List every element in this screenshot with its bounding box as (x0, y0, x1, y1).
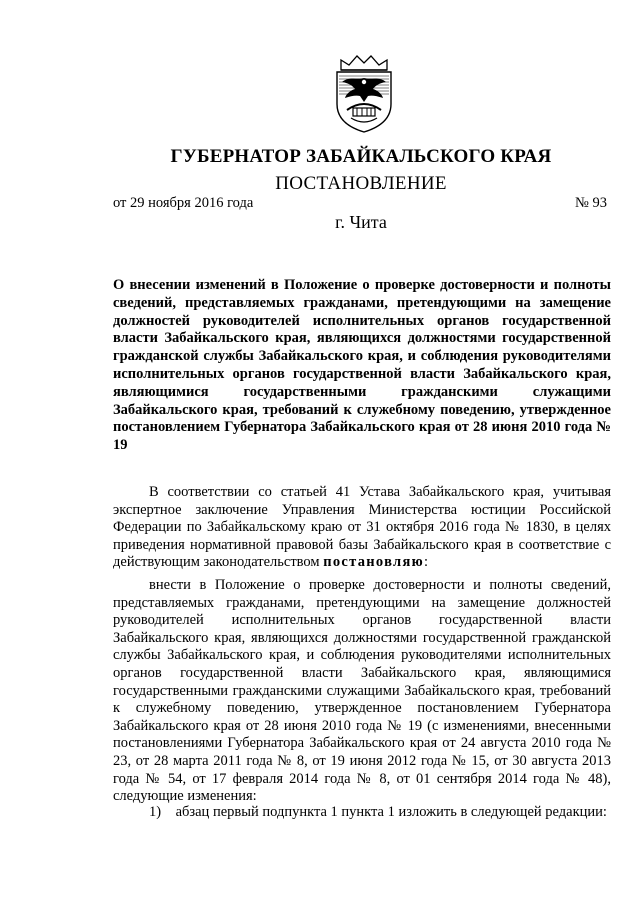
governor-title: ГУБЕРНАТОР ЗАБАЙКАЛЬСКОГО КРАЯ (170, 146, 552, 167)
main-paragraph: внести в Положение о проверке достоверности и полноты сведений, представляемых гражданами, претендующими на замещение должностей руководителей исполнительных органов государственной власти Забайкальского края, являющихся должностями государственной гражданской службы Забайкальского края, и соблюдения руководителями исполнительных органов государственной власти Забайкальского края, являющимися государственными гражданскими служащими Забайкальского края, требований к служебному поведению, утвержденное постановлением Губернатора Забайкальского края от 28 июня 2010 года № 19 (с изменениями, внесенными постановлениями Губернатора Забайкальского края от 24 августа 2010 года № 23, от 28 марта 2011 года № 8, от 19 июня 2012 года № 15, от 30 августа 2013 года № 54, от 17 февраля 2014 года № 8, от 01 сентября 2014 года № 48), следующие изменения: (113, 577, 611, 805)
preamble-paragraph (113, 484, 611, 572)
zabaikalsky-coat-of-arms-icon (327, 52, 401, 134)
decree-word: постановляю (323, 554, 425, 571)
doc-type: ПОСТАНОВЛЕНИЕ (275, 173, 447, 194)
item-1-paragraph: 1) абзац первый подпункта 1 пункта 1 изложить в следующей редакции: (149, 804, 607, 820)
city: г. Чита (335, 212, 387, 232)
decree-colon: : (424, 554, 429, 571)
preamble-text: В соответствии со статьей 41 Устава Забайкальского края, учитывая экспертное заключение Управления Министерства юстиции Российской Федерации по Забайкальскому краю от 31 октября 2016 года № 1830, в целях приведения нормативной правовой базы Забайкальского края в соответствие с действующим законодательством (113, 484, 611, 571)
decree-date: от 29 ноября 2016 года (113, 195, 254, 211)
decree-number: № 93 (575, 195, 607, 211)
decree-title: О внесении изменений в Положение о проверке достоверности и полноты сведений, представляемых гражданами, претендующими на замещение должностей руководителей исполнительных органов государственной власти Забайкальского края, являющихся должностями государственной гражданской службы Забайкальского края, и соблюдения руководителями исполнительных органов государственной власти Забайкальского края, являющимися государственными гражданскими служащими Забайкальского края, требований к служебному поведению, утвержденное постановлением Губернатора Забайкальского края от 28 июня 2010 года № 19 (113, 277, 611, 454)
